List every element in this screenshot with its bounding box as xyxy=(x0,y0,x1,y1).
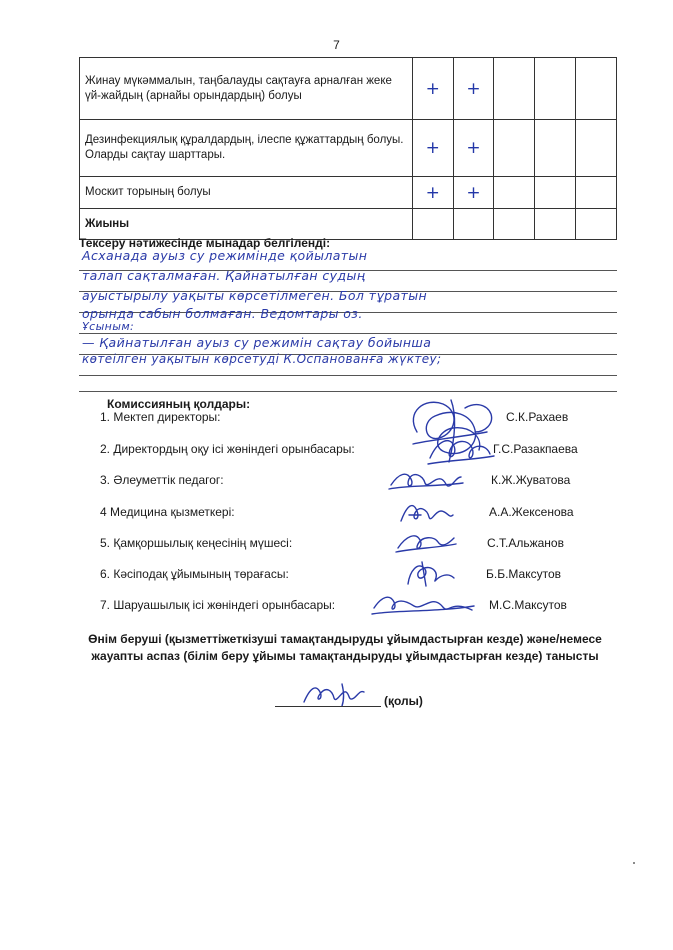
signature-supplier xyxy=(298,680,370,708)
ruled-line xyxy=(79,391,617,392)
commission-title: Комиссияның қолдары: xyxy=(107,397,251,411)
handwritten-line: көтеілген уақытын көрсетуді К.Оспанованға жүктеу; xyxy=(82,352,442,366)
acknowledgement xyxy=(60,631,630,665)
acknowledgement-line: жауапты аспаз (білім беру ұйымы тамақтандыруды ұйымдастырған кезде) танысты xyxy=(91,649,599,663)
handwritten-line: ауыстырылу уақыты көрсетілмеген. Бол тұратын xyxy=(82,288,428,303)
plus-mark: + xyxy=(466,182,481,203)
table-row xyxy=(80,120,617,177)
mark-cell xyxy=(412,209,453,240)
signature-trustee-council xyxy=(390,528,460,556)
signature-deputy-director xyxy=(420,430,500,470)
plus-mark: + xyxy=(466,138,481,158)
member-name: Б.Б.Максутов xyxy=(486,567,562,581)
signature-label: (қолы) xyxy=(384,694,423,708)
table-row xyxy=(80,177,617,209)
member-name: Г.С.Разакпаева xyxy=(493,442,578,456)
mark-cell xyxy=(494,177,535,209)
plus-mark: + xyxy=(425,182,440,203)
mark-cell xyxy=(535,177,576,209)
member-role: 2. Директордың оқу ісі жөніндегі орынбасары: xyxy=(100,442,355,456)
member-role: 6. Кәсіподақ ұйымының төрағасы: xyxy=(100,567,289,581)
ruled-line xyxy=(79,375,617,376)
signature-medical-worker xyxy=(395,497,455,527)
mark-cell xyxy=(453,209,494,240)
mark-cell xyxy=(576,58,617,120)
plus-mark: + xyxy=(425,138,440,158)
member-name: А.А.Жексенова xyxy=(489,505,574,519)
page-number: 7 xyxy=(333,38,340,52)
mark-cell xyxy=(412,58,453,120)
member-name: С.Т.Альжанов xyxy=(487,536,564,550)
member-role: 5. Қамқоршылық кеңесінің мүшесі: xyxy=(100,536,293,550)
mark-cell xyxy=(494,120,535,177)
row-description: Жинау мүкәммалын, таңбалауды сақтауға арналған жеке үй-жайдың (арнайы орындардың) болуы xyxy=(80,58,413,120)
handwritten-line: талап сақталмаған. Қайнатылған судың xyxy=(82,268,366,283)
plus-mark: + xyxy=(425,78,440,99)
mark-cell xyxy=(535,120,576,177)
row-description: Дезинфекциялық құралдардың, ілеспе құжаттардың болуы. Оларды сақтау шарттары. xyxy=(80,120,413,177)
signature-trade-union xyxy=(400,558,460,590)
handwritten-line: Ұсыным: xyxy=(82,320,135,333)
member-role: 1. Мектеп директоры: xyxy=(100,410,221,424)
handwritten-line: орында сабын болмаған. Ведомтары оз. xyxy=(82,306,363,321)
mark-cell xyxy=(494,58,535,120)
ruled-line xyxy=(79,333,617,334)
mark-cell xyxy=(453,58,494,120)
checklist-table xyxy=(79,57,617,240)
signature-line xyxy=(275,706,381,707)
member-role: 4 Медицина қызметкері: xyxy=(100,505,235,519)
signature-social-pedagogue xyxy=(385,465,465,495)
row-description: Москит торының болуы xyxy=(80,177,413,209)
mark-cell xyxy=(535,209,576,240)
member-name: М.С.Максутов xyxy=(489,598,567,612)
handwritten-line: — Қайнатылған ауыз су режимін сақтау бойынша xyxy=(82,335,432,350)
mark-cell xyxy=(576,209,617,240)
mark-cell xyxy=(412,120,453,177)
mark-cell xyxy=(576,177,617,209)
mark-cell xyxy=(453,120,494,177)
member-name: С.К.Рахаев xyxy=(506,410,569,424)
mark-cell xyxy=(412,177,453,209)
member-role: 7. Шаруашылық ісі жөніндегі орынбасары: xyxy=(100,598,336,612)
mark-cell xyxy=(576,120,617,177)
findings-title: Тексеру нәтижесінде мынадар белгіленді: xyxy=(79,236,331,250)
mark-cell xyxy=(494,209,535,240)
mark-cell xyxy=(535,58,576,120)
member-role: 3. Әлеуметтік педагог: xyxy=(100,473,224,487)
signature-household-deputy xyxy=(368,590,478,620)
member-name: К.Ж.Жуватова xyxy=(491,473,571,487)
plus-mark: + xyxy=(466,78,481,99)
acknowledgement-line: Өнім беруші (қызметтіжеткізуші тамақтандыруды ұйымдастырған кезде) және/немесе xyxy=(88,632,602,646)
scan-speck xyxy=(633,862,635,864)
table-row-total xyxy=(80,209,617,240)
handwritten-line: Асханада ауыз су режимінде қойылатын xyxy=(82,248,368,263)
total-label: Жиыны xyxy=(80,209,413,240)
mark-cell xyxy=(453,177,494,209)
table-row xyxy=(80,58,617,120)
